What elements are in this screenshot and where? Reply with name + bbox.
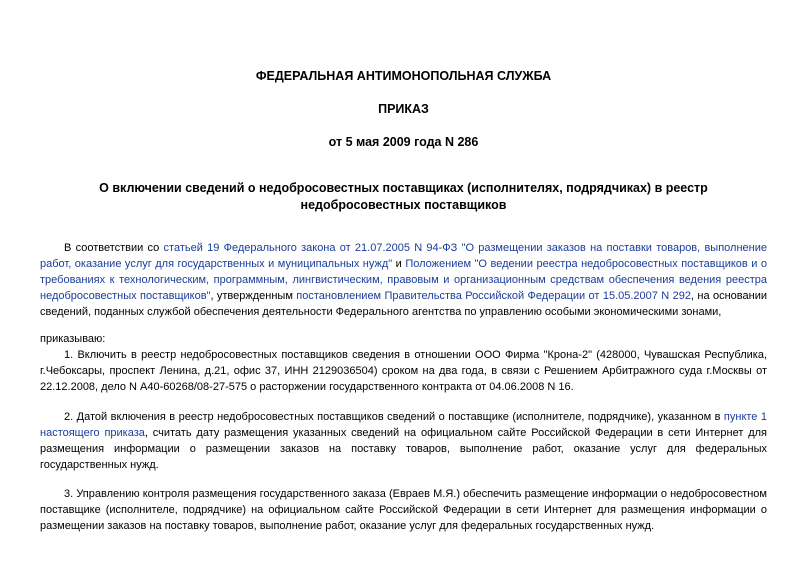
law-94fz-link[interactable]: статьей 19 Федерального закона от 21.07.2005 N 94-ФЗ "О размещении заказов на поставки товаров, выполнение работ, оказание услуг для государственных и муниципальных нужд" [40,242,767,270]
item-2-paragraph [40,409,767,473]
item-3-paragraph [40,486,767,534]
preamble-text-1: В соответствии со [64,242,164,254]
order-word: приказываю: [40,333,106,345]
preamble-text-4: , на основании сведений, поданных службой обеспечения деятельности Федерального агентства по управлению особыми экономическими зонами, [40,290,767,318]
title-line-1: О включении сведений о недобросовестных поставщиках (исполнителях, подрядчиках) в реестр [99,181,708,195]
preamble-paragraph [40,240,767,320]
document-date-number: от 5 мая 2009 года N 286 [328,135,479,149]
preamble-text-3: , утвержденным [210,290,297,302]
preamble-text-2: и [392,258,406,270]
document-title [0,180,807,214]
agency-name: ФЕДЕРАЛЬНАЯ АНТИМОНОПОЛЬНАЯ СЛУЖБА [255,69,552,83]
item-1-text: 1. Включить в реестр недобросовестных поставщиков сведения в отношении ООО Фирма "Крона-2" (428000, Чувашская Республика, г.Чебоксары, проспект Ленина, д.21, офис 37, ИНН 2129036504) сроком на два года, в связи с Решением Арбитражного суда г.Москвы от 22.12.2008, дело N А40-60268/08-27-575 о расторжении государственного контракта от 04.06.2008 N 16. [40,349,767,393]
title-line-2: недобросовестных поставщиков [300,198,507,212]
registry-regulation-link[interactable]: Положением "О ведении реестра недобросовестных поставщиков и о требованиях к технологическим, программным, лингвистическим, правовым и организационным средствам обеспечения ведения реестра недобросовестных поставщиков" [40,258,767,302]
document-type: ПРИКАЗ [378,102,429,116]
item-1-paragraph [40,347,767,395]
item-2-text-1: 2. Датой включения в реестр недобросовестных поставщиков сведений о поставщике (исполнителе, подрядчике), указанном в [64,411,724,423]
government-decree-link[interactable]: постановлением Правительства Российской Федерации от 15.05.2007 N 292 [296,290,691,302]
clause-1-link[interactable]: пункте 1 настоящего приказа [40,411,767,439]
item-2-text-2: , считать дату размещения указанных сведений на официальном сайте Российской Федерации в сети Интернет для размещения информации о размещении заказов на поставку товаров, выполнение работ, оказание услуг для федеральных государственных нужд. [40,427,767,471]
item-3-text: 3. Управлению контроля размещения государственного заказа (Евраев М.Я.) обеспечить размещение информации о недобросовестном поставщике (исполнителе, подрядчике) на официальном сайте Российской Федерации в сети Интернет для размещения информации о размещении заказов на поставку товаров, выполнение работ, оказание услуг для федеральных государственных нужд. [40,488,767,532]
